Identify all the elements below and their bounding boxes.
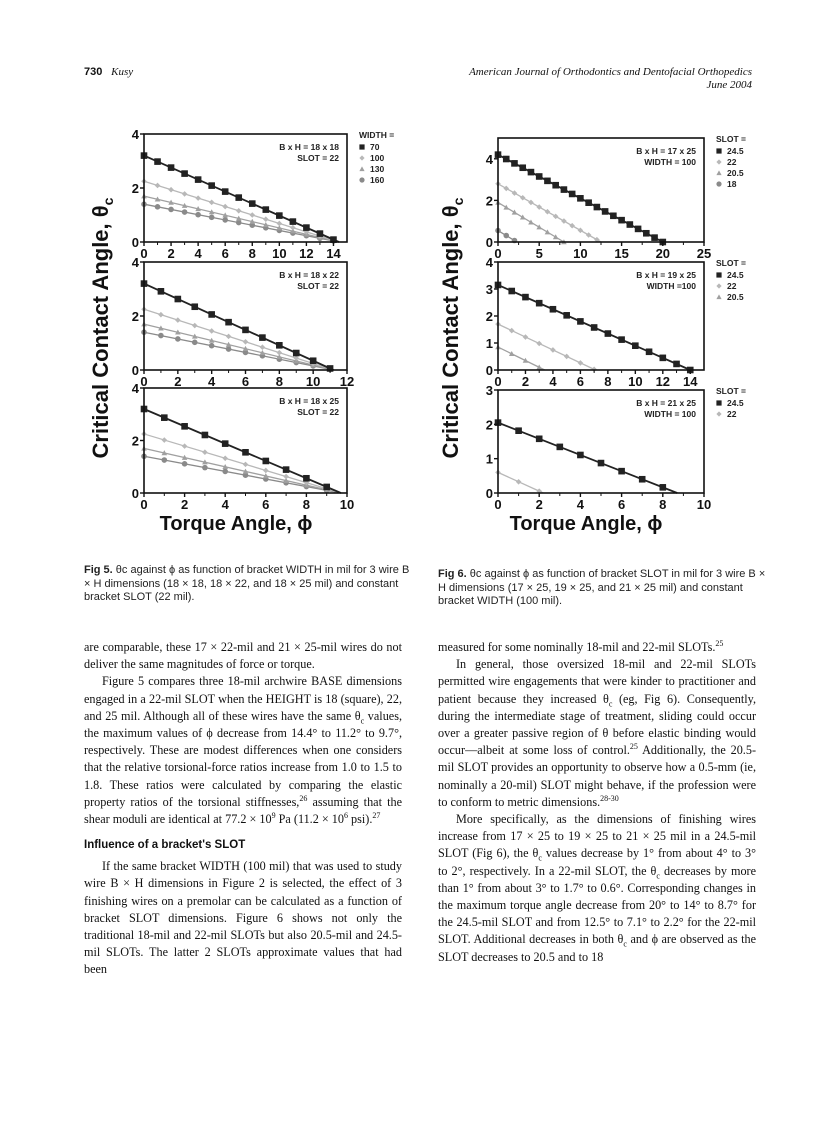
running-header-right <box>469 66 752 92</box>
svg-text:4: 4 <box>485 255 493 270</box>
running-header-left <box>84 66 133 78</box>
svg-text:15: 15 <box>614 246 629 261</box>
figure-6-caption-label: Fig 6. <box>438 568 467 580</box>
figure-5-caption <box>84 564 414 605</box>
svg-text:8: 8 <box>302 497 311 512</box>
svg-text:WIDTH = 100: WIDTH = 100 <box>644 409 696 419</box>
citation: 27 <box>372 810 381 820</box>
svg-text:3: 3 <box>485 383 493 398</box>
chart-panel <box>132 381 354 512</box>
svg-text:0: 0 <box>494 374 502 389</box>
legend-item: 20.5 <box>727 168 744 178</box>
figure-6-caption-text: θc against ϕ as function of bracket SLOT in mil for 3 wire B × H dimensions (17 × 25, 19 × 25, and 21 × 25 mil) and constant bracket WIDTH (100 mil). <box>438 568 766 607</box>
paragraph: are comparable, these 17 × 22-mil and 21 × 25-mil wires do not deliver the same magnitudes of force or torque. <box>84 640 402 672</box>
citation: 26 <box>299 793 308 803</box>
svg-text:8: 8 <box>248 246 256 261</box>
svg-text:4: 4 <box>131 381 139 396</box>
svg-text:8: 8 <box>275 374 283 389</box>
svg-text:2: 2 <box>174 374 182 389</box>
svg-text:10: 10 <box>339 497 355 512</box>
chart-panel <box>132 128 394 261</box>
svg-text:10: 10 <box>696 497 712 512</box>
svg-text:20: 20 <box>655 246 671 261</box>
journal-title: American Journal of Orthodontics and Dentofacial Orthopedics <box>469 66 752 78</box>
svg-text:2: 2 <box>535 497 543 512</box>
y-axis-label: Critical Contact Angle, $\theta_c$ <box>88 197 116 459</box>
svg-text:4: 4 <box>485 151 493 167</box>
figure-5 <box>84 128 424 558</box>
paragraph: If the same bracket WIDTH (100 mil) that was used to study wire B × H dimensions in Figure 2 is selected, the effect of 3 finishing wires on a premolar can be calculated as a function of bracket SLOT dimensions. Figure 6 shows not only the traditional 18-mil and 22-mil SLOTs but also 20.5-mil and 24.5-mil SLOTs. The latter 2 SLOTs approximate values that had been <box>84 859 402 977</box>
svg-text:12: 12 <box>299 246 314 261</box>
svg-text:0: 0 <box>485 363 493 378</box>
svg-text:6: 6 <box>241 374 250 389</box>
svg-text:12: 12 <box>655 374 671 389</box>
body-column-right <box>438 639 756 966</box>
svg-text:6: 6 <box>262 497 270 512</box>
svg-text:0: 0 <box>485 486 493 501</box>
svg-text:12: 12 <box>339 374 355 389</box>
chart-panel <box>486 255 746 389</box>
svg-text:6: 6 <box>221 246 229 261</box>
legend-title: WIDTH = <box>359 130 395 140</box>
svg-text:2: 2 <box>131 433 139 449</box>
chart-panel <box>132 255 354 389</box>
svg-text:WIDTH =100: WIDTH =100 <box>646 281 696 291</box>
legend-item: 24.5 <box>727 398 744 408</box>
svg-text:4: 4 <box>208 374 216 389</box>
legend-item: 130 <box>370 164 385 174</box>
svg-text:10: 10 <box>272 246 287 261</box>
svg-text:0: 0 <box>131 235 139 250</box>
svg-text:10: 10 <box>628 374 643 389</box>
svg-text:2: 2 <box>485 309 493 324</box>
svg-text:SLOT = 22: SLOT = 22 <box>297 281 339 291</box>
figure-5-caption-text: θc against ϕ as function of bracket WIDTH in mil for 3 wire B × H dimensions (18 × 18, 18 × 22, and 18 × 25 mil) and constant bracket SLOT (22 mil). <box>84 564 410 603</box>
legend-item: 22 <box>727 157 737 167</box>
svg-text:B x H = 18 x 18: B x H = 18 x 18 <box>279 142 339 152</box>
figure-6 <box>434 128 774 558</box>
legend-title: SLOT = <box>716 386 746 396</box>
paragraph: Figure 5 compares three 18-mil archwire BASE dimensions engaged in a 22-mil SLOT when the HEIGHT is 18 (square), 22, and 25 mil. Although all of these wires have the same $\theta_c$ values, the maximum values of ϕ decrease from 14.4° to 11.2° to 9.7°, respectively. These are modest differences when one considers that the relative torsional-force ratios increase from 1.0 to 1.5 to 1.8. These ratios were calculated by comparing the elastic property ratios of the torsional stiffnesses,$^{26}$ assuming that the shear moduli are identical at $77.2 \times 10^9$ Pa ($11.2 \times 10^6$ psi).$^{27}$ <box>84 674 402 827</box>
legend-item: 100 <box>370 153 385 163</box>
x-axis-label: Torque Angle, ϕ <box>159 513 313 535</box>
svg-text:25: 25 <box>696 246 712 261</box>
svg-text:10: 10 <box>305 374 321 389</box>
svg-text:2: 2 <box>180 497 189 512</box>
svg-text:0: 0 <box>140 374 148 389</box>
svg-text:4: 4 <box>131 128 139 142</box>
svg-text:6: 6 <box>576 374 585 389</box>
svg-text:4: 4 <box>221 497 229 512</box>
legend-title: SLOT = <box>716 258 746 268</box>
legend-item: 20.5 <box>727 292 744 302</box>
svg-text:2: 2 <box>521 374 530 389</box>
svg-text:10: 10 <box>573 246 588 261</box>
svg-text:1: 1 <box>485 336 493 351</box>
svg-text:6: 6 <box>617 497 626 512</box>
figure-6-chart <box>434 128 774 558</box>
svg-text:B x H = 21 x 25: B x H = 21 x 25 <box>636 398 696 408</box>
svg-text:B x H = 18 x 22: B x H = 18 x 22 <box>279 270 339 280</box>
issue-date: June 2004 <box>706 79 752 91</box>
legend-item: 22 <box>727 409 737 419</box>
section-heading: Influence of a bracket's SLOT <box>84 839 246 852</box>
svg-text:8: 8 <box>659 497 667 512</box>
paragraph: More specifically, as the dimensions of finishing wires increase from 17 × 25 to 19 × 25 to 21 × 25 mil in a 24.5-mil SLOT (Fig 6), the $\theta_c$ values decrease by 1° from about 4° to 3° to 2°, respectively. In a 22-mil SLOT, the $\theta_c$ decreases by more than 1° from about 3° to 1.7° to 0.6°. Corresponding changes in the maximum torque angle decrease from 20° to 14° to 8.7° for the 24.5-mil SLOT and from 12.5° to 7.1° to 2.2° for the 22-mil SLOT. Additional decreases in both $\theta_c$ and ϕ are observed as the SLOT decreases to 20.5 and to 18 <box>438 812 756 964</box>
svg-text:B x H = 19 x 25: B x H = 19 x 25 <box>636 270 696 280</box>
svg-text:14: 14 <box>683 374 698 389</box>
chart-panel <box>486 134 746 261</box>
svg-text:2: 2 <box>167 246 175 261</box>
svg-text:2: 2 <box>131 309 139 324</box>
svg-text:4: 4 <box>576 497 585 512</box>
y-axis-label: Critical Contact Angle, $\theta_c$ <box>438 197 466 459</box>
page-number: 730 <box>84 66 103 78</box>
figure-5-caption-label: Fig 5. <box>84 564 113 576</box>
svg-text:0: 0 <box>140 497 148 512</box>
svg-text:8: 8 <box>604 374 612 389</box>
legend-title: SLOT = <box>716 134 746 144</box>
svg-text:B x H = 17 x 25: B x H = 17 x 25 <box>636 146 696 156</box>
legend-item: 24.5 <box>727 146 744 156</box>
paragraph: measured for some nominally 18-mil and 22-mil SLOTs.$^{25}$ <box>438 638 724 654</box>
author-name: Kusy <box>111 66 134 78</box>
svg-text:SLOT = 22: SLOT = 22 <box>297 153 339 163</box>
svg-text:2: 2 <box>485 417 493 433</box>
svg-text:SLOT = 22: SLOT = 22 <box>297 407 339 417</box>
svg-text:2: 2 <box>131 181 139 196</box>
svg-text:0: 0 <box>485 235 493 250</box>
svg-text:4: 4 <box>131 255 139 270</box>
citation: 25 <box>715 638 724 648</box>
svg-text:3: 3 <box>485 282 493 297</box>
citation: 28-30 <box>600 793 619 803</box>
body-column-left <box>84 639 402 979</box>
citation: 25 <box>629 742 638 752</box>
svg-text:0: 0 <box>494 246 502 261</box>
legend-item: 22 <box>727 281 737 291</box>
figure-5-chart <box>84 128 424 558</box>
chart-panel <box>486 383 746 512</box>
svg-text:0: 0 <box>140 246 148 261</box>
svg-text:1: 1 <box>485 451 493 467</box>
legend-item: 18 <box>727 179 737 189</box>
svg-text:5: 5 <box>535 246 543 261</box>
svg-text:0: 0 <box>131 486 139 501</box>
figure-6-caption <box>438 568 768 609</box>
svg-text:2: 2 <box>485 193 493 209</box>
svg-text:0: 0 <box>131 363 139 378</box>
paragraph: In general, those oversized 18-mil and 22-mil SLOTs permitted wire engagements that were kinder to practitioner and patient because they increased $\theta_c$ (eg, Fig 6). Consequently, during the intermediate stage of treatment, sliding could occur over a greater passive region of θ before elastic binding would occur—albeit at some loss of control.$^{25}$ Additionally, the 20.5-mil SLOT provides an opportunity to observe how a 0.5-mm (ie, nominally a 20-mil) SLOT might behave, if the profession were to conform to metric dimensions.$^{28-30}$ <box>438 657 756 809</box>
svg-text:WIDTH = 100: WIDTH = 100 <box>644 157 696 167</box>
svg-text:B x H = 18 x 25: B x H = 18 x 25 <box>279 396 339 406</box>
legend-item: 70 <box>370 142 380 152</box>
svg-text:14: 14 <box>326 246 341 261</box>
x-axis-label: Torque Angle, ϕ <box>509 513 663 535</box>
svg-text:4: 4 <box>194 246 202 261</box>
legend-item: 24.5 <box>727 270 744 280</box>
svg-text:0: 0 <box>494 497 502 512</box>
svg-text:4: 4 <box>549 374 557 389</box>
legend-item: 160 <box>370 175 385 185</box>
